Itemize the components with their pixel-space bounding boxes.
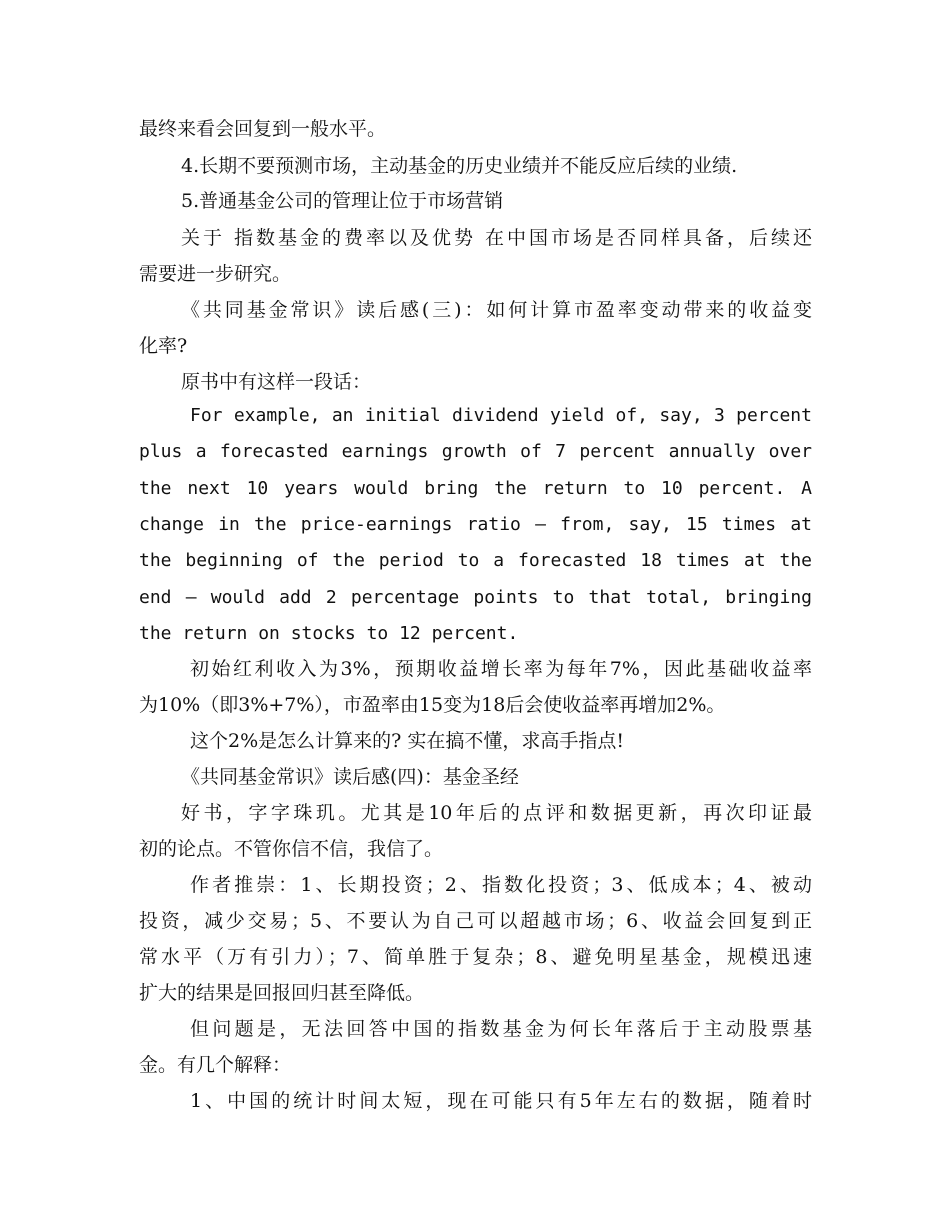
text-line: For example, an initial dividend yield of, say, 3 percent	[190, 405, 812, 426]
text-line: 化率?	[139, 335, 188, 357]
text-line: 作者推崇：1、长期投资；2、指数化投资；3、低成本；4、被动	[190, 874, 812, 896]
text-line: 但问题是，无法回答中国的指数基金为何长年落后于主动股票基	[190, 1018, 812, 1040]
text-line: the return on stocks to 12 percent.	[139, 623, 519, 644]
text-line: 投资，减少交易；5、不要认为自己可以超越市场；6、收益会回复到正	[139, 910, 812, 932]
text-line: 1、中国的统计时间太短，现在可能只有5年左右的数据，随着时	[190, 1090, 812, 1112]
text-line: 为10%（即3%+7%），市盈率由15变为18后会使收益率再增加2%。	[139, 694, 726, 716]
text-line: 常水平（万有引力）；7、简单胜于复杂；8、避免明星基金，规模迅速	[139, 946, 812, 968]
text-line: plus a forecasted earnings growth of 7 percent annually over	[139, 441, 812, 462]
text-line: 好书，字字珠玑。尤其是10年后的点评和数据更新，再次印证最	[181, 802, 812, 824]
text-line: 5.普通基金公司的管理让位于市场营销	[181, 190, 504, 212]
text-line: 《共同基金常识》读后感(四)：基金圣经	[181, 766, 519, 788]
text-line: 最终来看会回复到一般水平。	[139, 118, 387, 140]
text-line: 4.长期不要预测市场，主动基金的历史业绩并不能反应后续的业绩.	[181, 155, 738, 177]
text-line: 《共同基金常识》读后感(三)：如何计算市盈率变动带来的收益变	[181, 299, 812, 321]
text-line: 扩大的结果是回报回归甚至降低。	[139, 982, 425, 1004]
text-line: 原书中有这样一段话：	[181, 371, 372, 393]
text-line: change in the price‑earnings ratio — from, say, 15 times at	[139, 514, 812, 535]
text-line: the beginning of the period to a forecasted 18 times at the	[139, 550, 812, 571]
text-line: 需要进一步研究。	[139, 263, 292, 285]
text-line: 初始红利收入为3%，预期收益增长率为每年7%，因此基础收益率	[190, 658, 812, 680]
text-line: 初的论点。不管你信不信，我信了。	[139, 838, 444, 860]
text-line: 金。有几个解释：	[139, 1054, 292, 1076]
text-line: the next 10 years would bring the return to 10 percent. A	[139, 478, 812, 499]
text-line: 这个2%是怎么计算来的? 实在搞不懂，求高手指点!	[190, 730, 625, 752]
text-line: 关于 指数基金的费率以及优势 在中国市场是否同样具备，后续还	[181, 227, 812, 249]
text-line: end — would add 2 percentage points to that total, bringing	[139, 587, 812, 608]
